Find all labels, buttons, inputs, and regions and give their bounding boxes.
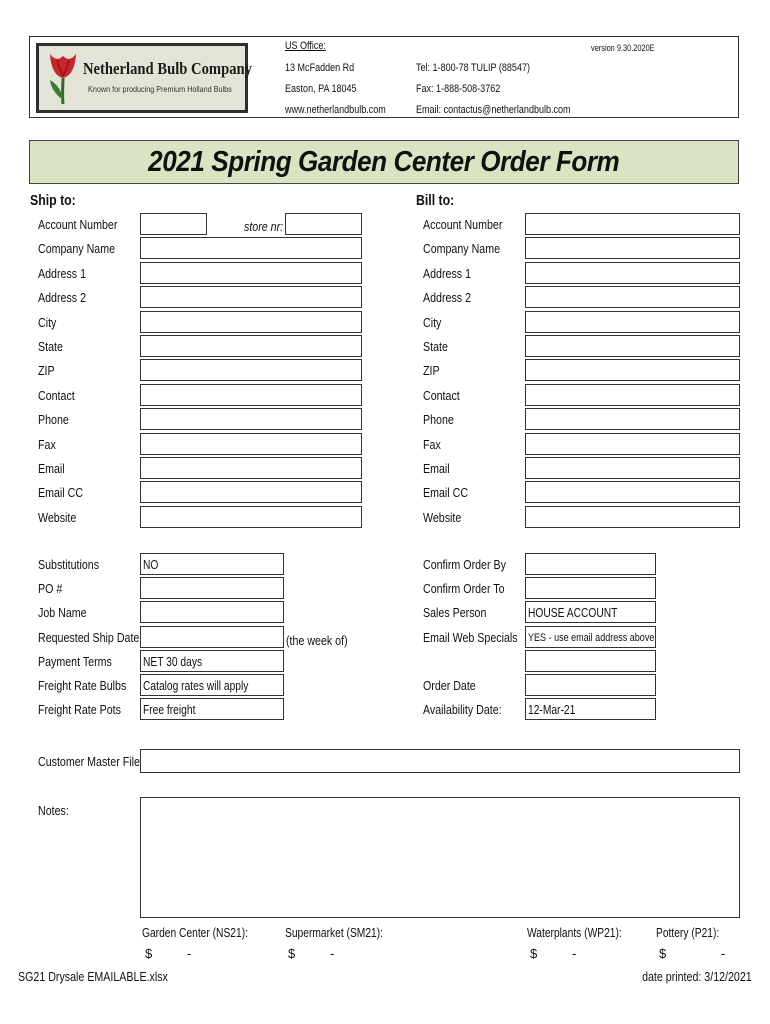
week-of-note: (the week of) bbox=[286, 633, 348, 648]
total-label: Waterplants (WP21): bbox=[527, 926, 622, 940]
ship-to-input[interactable] bbox=[140, 286, 362, 308]
page-title: 2021 Spring Garden Center Order Form bbox=[148, 145, 620, 178]
bill-to-label: City bbox=[423, 314, 442, 330]
bill-to-label: Account Number bbox=[423, 217, 503, 232]
ship-to-label: Contact bbox=[38, 387, 75, 403]
ship-to-label: Account Number bbox=[38, 217, 118, 232]
company-tagline: Known for producing Premium Holland Bulbs bbox=[88, 84, 232, 94]
order-left-input[interactable] bbox=[140, 626, 284, 648]
order-right-label: Sales Person bbox=[423, 605, 487, 621]
bill-to-label: Address 2 bbox=[423, 290, 472, 306]
master-file-label: Customer Master File bbox=[38, 754, 140, 769]
total-label: Garden Center (NS21): bbox=[142, 926, 248, 940]
ship-to-heading: Ship to: bbox=[30, 192, 76, 209]
order-right-label: Confirm Order By bbox=[423, 557, 506, 572]
order-left-value: Free freight bbox=[143, 703, 196, 718]
company-tel: Tel: 1-800-78 TULIP (88547) bbox=[416, 62, 530, 74]
bill-to-input[interactable] bbox=[525, 237, 740, 259]
ship-to-input[interactable] bbox=[140, 384, 362, 406]
company-email[interactable]: Email: contactus@netherlandbulb.com bbox=[416, 104, 571, 116]
footer-date-printed: date printed: 3/12/2021 bbox=[642, 969, 752, 984]
bill-to-input[interactable] bbox=[525, 384, 740, 406]
company-fax: Fax: 1-888-508-3762 bbox=[416, 83, 501, 95]
title-band bbox=[29, 140, 739, 184]
order-right-input[interactable] bbox=[525, 698, 656, 720]
ship-to-label: Address 1 bbox=[38, 265, 87, 281]
order-left-label: PO # bbox=[38, 581, 63, 597]
bill-to-input[interactable] bbox=[525, 213, 740, 235]
total-label: Pottery (P21): bbox=[656, 926, 720, 940]
ship-to-label: Phone bbox=[38, 412, 69, 428]
order-left-label: Payment Terms bbox=[38, 653, 112, 669]
ship-to-label: Email CC bbox=[38, 485, 84, 501]
ship-to-input[interactable] bbox=[140, 335, 362, 357]
total-amount: - bbox=[572, 946, 577, 961]
total-currency: $ bbox=[145, 946, 153, 961]
office-city: Easton, PA 18045 bbox=[285, 83, 357, 95]
ship-to-account-input[interactable] bbox=[140, 213, 207, 235]
ship-to-label: State bbox=[38, 339, 63, 354]
ship-to-store-input[interactable] bbox=[285, 213, 362, 235]
ship-to-label: Website bbox=[38, 509, 77, 525]
bill-to-label: Phone bbox=[423, 412, 454, 428]
bill-to-label: Contact bbox=[423, 387, 460, 403]
bill-to-input[interactable] bbox=[525, 433, 740, 455]
order-right-input[interactable] bbox=[525, 553, 656, 575]
bill-to-input[interactable] bbox=[525, 262, 740, 284]
order-right-label: Availability Date: bbox=[423, 702, 502, 718]
office-street: 13 McFadden Rd bbox=[285, 62, 355, 74]
order-left-input[interactable] bbox=[140, 601, 284, 623]
order-right-input[interactable] bbox=[525, 626, 656, 648]
total-currency: $ bbox=[530, 946, 538, 961]
bill-to-label: State bbox=[423, 339, 448, 354]
order-left-label: Freight Rate Pots bbox=[38, 702, 121, 718]
ship-to-input[interactable] bbox=[140, 433, 362, 455]
order-right-value: HOUSE ACCOUNT bbox=[528, 606, 618, 621]
order-left-input[interactable] bbox=[140, 698, 284, 720]
bill-to-label: Company Name bbox=[423, 241, 501, 257]
order-right-input[interactable] bbox=[525, 601, 656, 623]
ship-to-label: Email bbox=[38, 461, 65, 476]
office-label: US Office: bbox=[285, 40, 326, 52]
bill-to-input[interactable] bbox=[525, 335, 740, 357]
order-right-label: Order Date bbox=[423, 678, 476, 693]
bill-to-label: Email CC bbox=[423, 485, 469, 501]
order-right-input[interactable] bbox=[525, 577, 656, 599]
order-left-value: NET 30 days bbox=[143, 654, 203, 669]
bill-to-input[interactable] bbox=[525, 408, 740, 430]
bill-to-input[interactable] bbox=[525, 457, 740, 479]
ship-to-label: Address 2 bbox=[38, 290, 87, 306]
bill-to-input[interactable] bbox=[525, 506, 740, 528]
footer-filename: SG21 Drysale EMAILABLE.xlsx bbox=[18, 969, 168, 984]
bill-to-label: Website bbox=[423, 509, 462, 525]
bill-to-input[interactable] bbox=[525, 481, 740, 503]
ship-to-label: Company Name bbox=[38, 241, 116, 257]
total-amount: - bbox=[187, 946, 192, 961]
ship-to-label: City bbox=[38, 314, 57, 330]
order-left-label: Freight Rate Bulbs bbox=[38, 678, 127, 693]
total-amount: - bbox=[330, 946, 335, 961]
bill-to-input[interactable] bbox=[525, 359, 740, 381]
bill-to-heading: Bill to: bbox=[416, 192, 455, 209]
company-website[interactable]: www.netherlandbulb.com bbox=[285, 104, 386, 116]
order-left-input[interactable] bbox=[140, 553, 284, 575]
bill-to-label: Address 1 bbox=[423, 265, 472, 281]
order-left-input[interactable] bbox=[140, 674, 284, 696]
total-label: Supermarket (SM21): bbox=[285, 926, 383, 940]
bill-to-label: Fax bbox=[423, 436, 441, 452]
ship-to-input[interactable] bbox=[140, 311, 362, 333]
order-right-input[interactable] bbox=[525, 650, 656, 672]
order-left-input[interactable] bbox=[140, 650, 284, 672]
order-right-label: Confirm Order To bbox=[423, 581, 505, 597]
bill-to-input[interactable] bbox=[525, 311, 740, 333]
order-left-value: Catalog rates will apply bbox=[143, 679, 249, 693]
ship-to-input[interactable] bbox=[140, 408, 362, 430]
notes-textarea[interactable] bbox=[140, 797, 740, 918]
store-number-label: store nr: bbox=[244, 219, 284, 234]
company-name: Netherland Bulb Company bbox=[83, 59, 252, 78]
notes-label: Notes: bbox=[38, 803, 69, 818]
order-right-value: 12-Mar-21 bbox=[528, 703, 576, 718]
total-currency: $ bbox=[288, 946, 296, 961]
ship-to-input[interactable] bbox=[140, 237, 362, 259]
master-file-input[interactable] bbox=[140, 749, 740, 773]
ship-to-label: Fax bbox=[38, 436, 56, 452]
order-left-label: Substitutions bbox=[38, 557, 100, 572]
bill-to-label: Email bbox=[423, 461, 450, 476]
bill-to-input[interactable] bbox=[525, 286, 740, 308]
total-amount: - bbox=[721, 946, 726, 961]
ship-to-label: ZIP bbox=[38, 363, 55, 379]
ship-to-input[interactable] bbox=[140, 506, 362, 528]
order-left-label: Requested Ship Date bbox=[38, 629, 140, 645]
order-right-input[interactable] bbox=[525, 674, 656, 696]
ship-to-input[interactable] bbox=[140, 457, 362, 479]
company-logo bbox=[36, 43, 252, 113]
order-left-input[interactable] bbox=[140, 577, 284, 599]
bill-to-label: ZIP bbox=[423, 363, 440, 379]
order-right-value: YES - use email address above bbox=[528, 631, 655, 644]
ship-to-input[interactable] bbox=[140, 359, 362, 381]
ship-to-input[interactable] bbox=[140, 481, 362, 503]
form-version: version 9.30.2020E bbox=[591, 43, 655, 53]
total-currency: $ bbox=[659, 946, 667, 961]
tulip-icon bbox=[47, 50, 79, 106]
ship-to-input[interactable] bbox=[140, 262, 362, 284]
order-left-value: NO bbox=[143, 558, 159, 572]
order-left-label: Job Name bbox=[38, 605, 87, 621]
order-right-label: Email Web Specials bbox=[423, 629, 518, 645]
